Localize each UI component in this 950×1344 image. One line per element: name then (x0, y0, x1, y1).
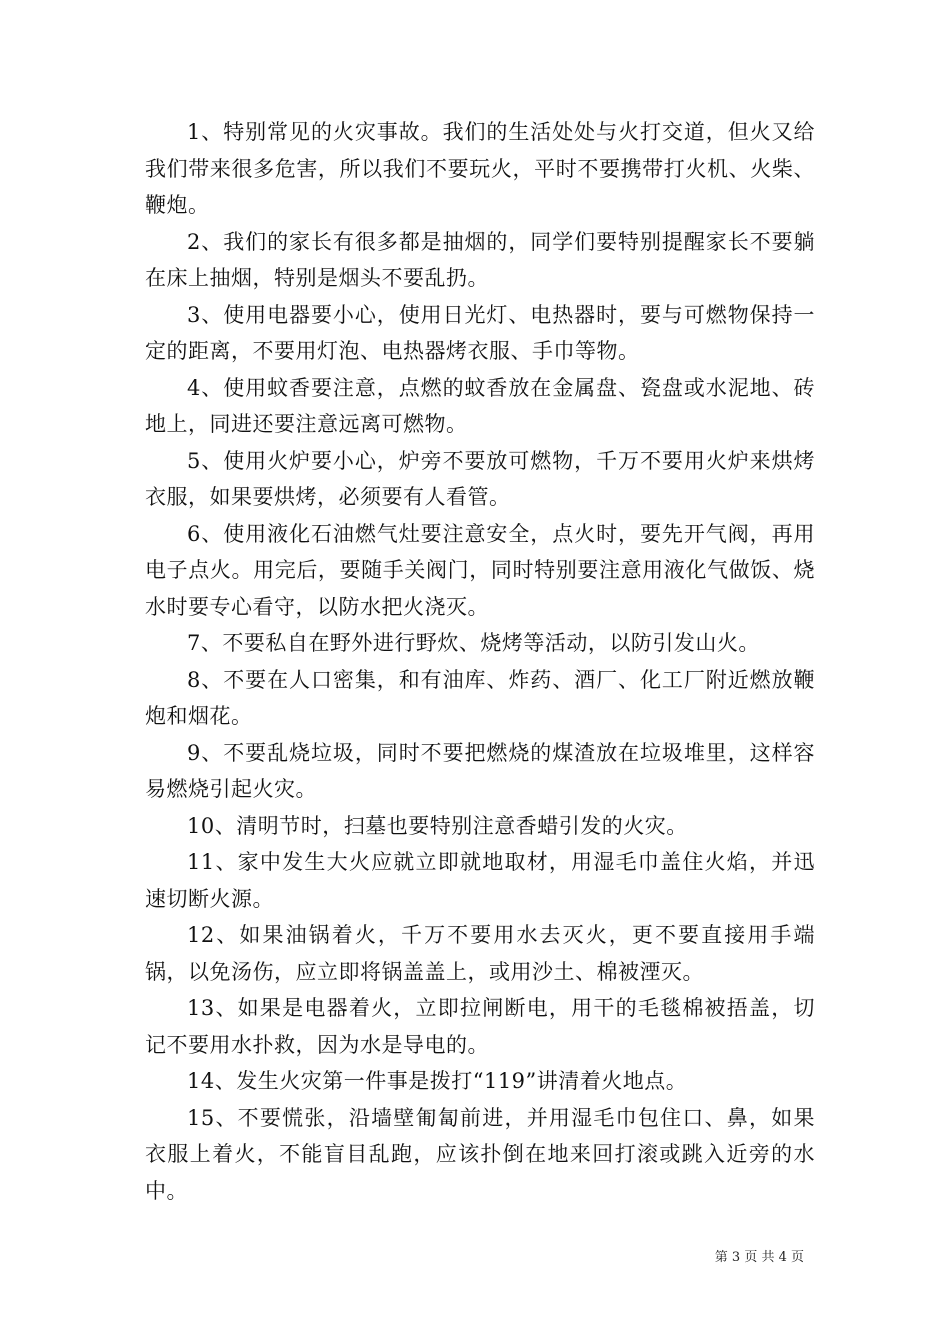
paragraph-13: 13、如果是电器着火，立即拉闸断电，用干的毛毯棉被捂盖，切记不要用水扑救，因为水是导电的。 (145, 996, 815, 1057)
paragraph-2: 2、我们的家长有很多都是抽烟的，同学们要特别提醒家长不要躺在床上抽烟，特别是烟头不要乱扔。 (145, 229, 815, 290)
paragraph-1: 1、特别常见的火灾事故。我们的生活处处与火打交道，但火又给我们带来很多危害，所以我们不要玩火，平时不要携带打火机、火柴、鞭炮。 (145, 120, 815, 217)
paragraph-14: 14、发生火灾第一件事是拨打“119”讲清着火地点。 (187, 1069, 688, 1093)
paragraph-10: 10、清明节时，扫墓也要特别注意香蜡引发的火灾。 (187, 813, 688, 838)
paragraph-6: 6、使用液化石油燃气灶要注意安全，点火时，要先开气阀，再用电子点火。用完后，要随手关阀门，同时特别要注意用液化气做饭、烧水时要专心看守，以防水把火浇灭。 (145, 521, 815, 619)
paragraph-15: 15、不要慌张，沿墙壁匍匐前进，并用湿毛巾包住口、鼻，如果衣服上着火，不能盲目乱跑，应该扑倒在地来回打滚或跳入近旁的水中。 (145, 1105, 815, 1203)
paragraph-5: 5、使用火炉要小心，炉旁不要放可燃物，千万不要用火炉来烘烤衣服，如果要烘烤，必须要有人看管。 (145, 448, 815, 509)
paragraph-11: 11、家中发生大火应就立即就地取材，用湿毛巾盖住火焰，并迅速切断火源。 (145, 850, 815, 911)
paragraph-12: 12、如果油锅着火，千万不要用水去灭火，更不要直接用手端锅，以免汤伤，应立即将锅盖盖上，或用沙土、棉被湮灭。 (145, 923, 815, 984)
page-number-footer: 第 3 页 共 4 页 (714, 1250, 804, 1265)
paragraph-9: 9、不要乱烧垃圾，同时不要把燃烧的煤渣放在垃圾堆里，这样容易燃烧引起火灾。 (145, 740, 815, 801)
paragraph-8: 8、不要在人口密集，和有油库、炸药、酒厂、化工厂附近燃放鞭炮和烟花。 (145, 667, 815, 728)
paragraph-7: 7、不要私自在野外进行野炊、烧烤等活动，以防引发山火。 (187, 631, 760, 655)
paragraph-3: 3、使用电器要小心，使用日光灯、电热器时，要与可燃物保持一定的距离，不要用灯泡、电热器烤衣服、手巾等物。 (145, 302, 815, 363)
paragraph-4: 4、使用蚊香要注意，点燃的蚊香放在金属盘、瓷盘或水泥地、砖地上，同进还要注意远离可燃物。 (145, 375, 815, 436)
document-body (145, 114, 815, 1209)
